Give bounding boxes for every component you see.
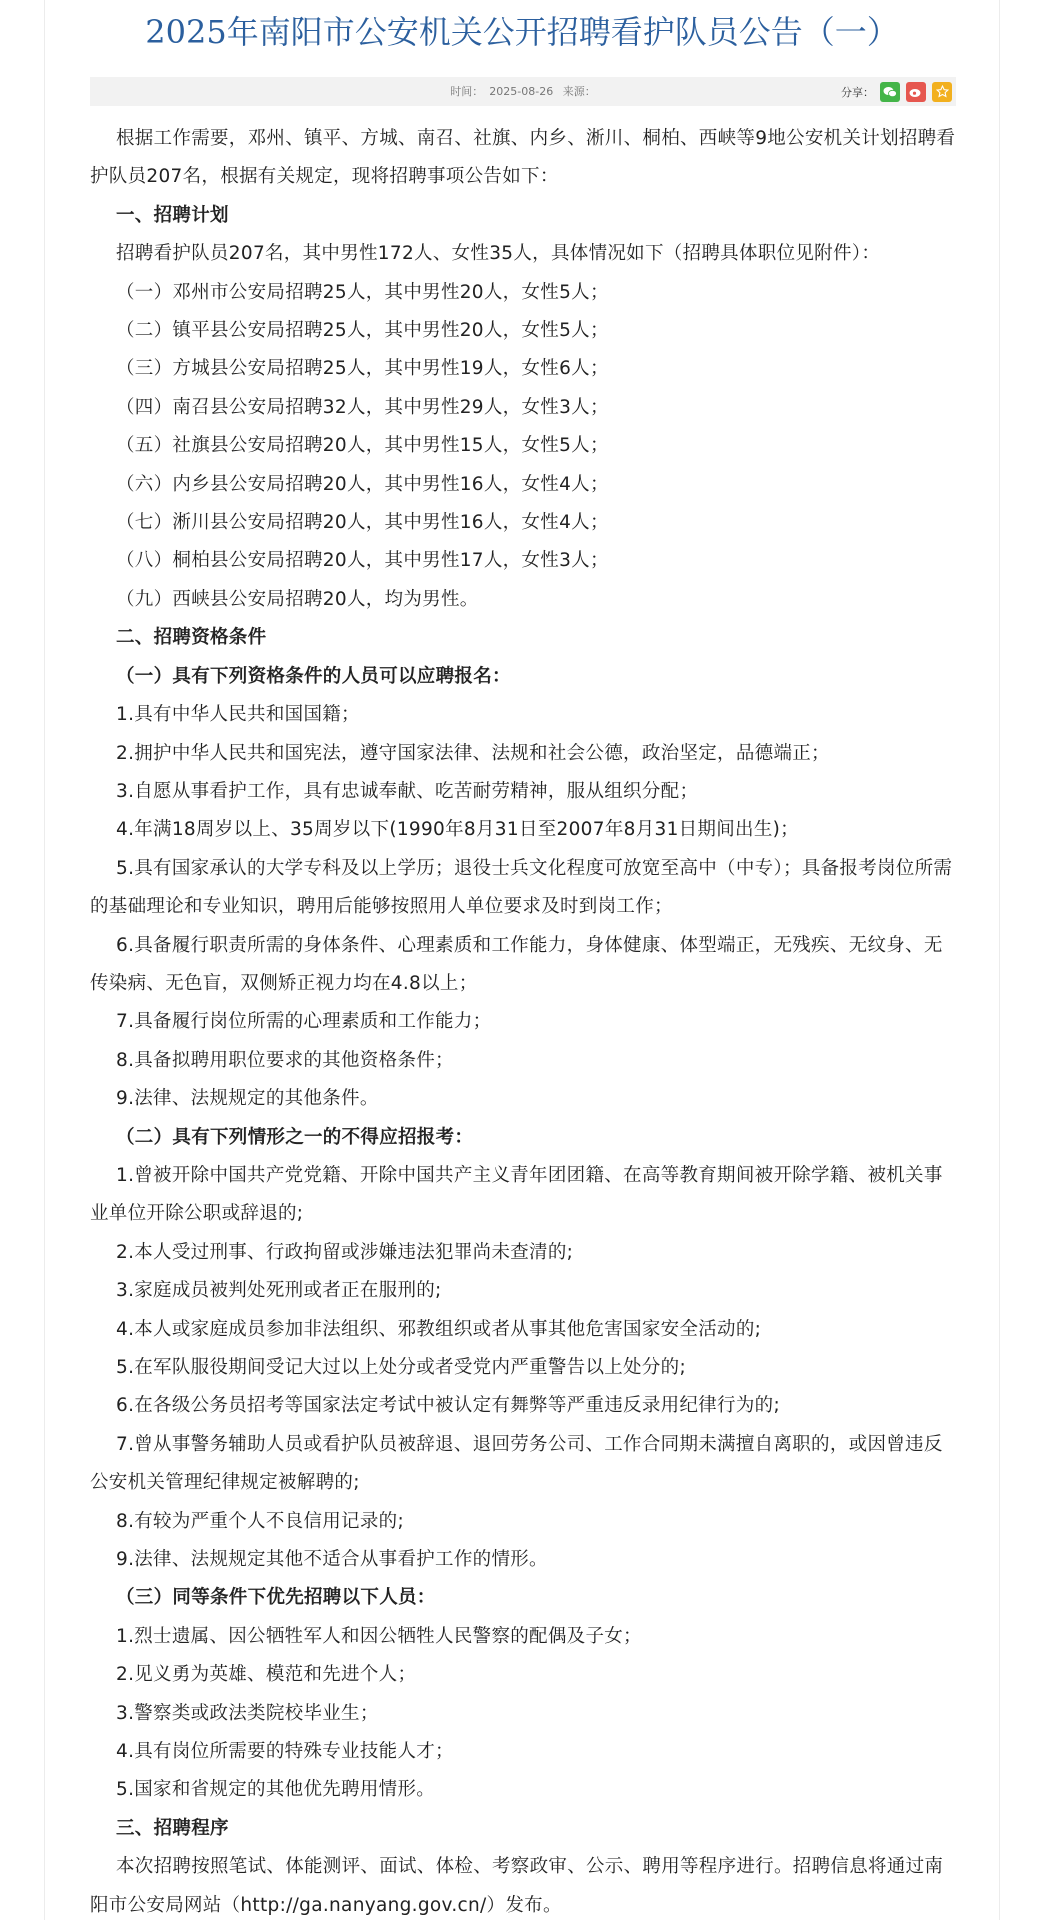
paragraph: 7.具备履行岗位所需的心理素质和工作能力； (116, 1011, 492, 1033)
share-bar (841, 77, 956, 106)
publish-date: 2025-08-26 (489, 85, 554, 98)
paragraph: 5.国家和省规定的其他优先聘用情形。 (116, 1779, 436, 1801)
paragraph: 根据工作需要，邓州、镇平、方城、南召、社旗、内乡、淅川、桐柏、西峡等9地公安机关计划招聘看护队员207名，根据有关规定，现将招聘事项公告如下： (90, 128, 956, 188)
paragraph: （六）内乡县公安局招聘20人，其中男性16人，女性4人； (116, 473, 609, 495)
favorite-icon[interactable] (932, 82, 952, 102)
paragraph: 8.具备拟聘用职位要求的其他资格条件； (116, 1049, 454, 1071)
paragraph: 6.具备履行职责所需的身体条件、心理素质和工作能力，身体健康、体型端正，无残疾、无纹身、无传染病、无色盲，双侧矫正视力均在4.8以上； (90, 934, 943, 994)
section-heading: 二、招聘资格条件 (116, 627, 267, 649)
paragraph: 3.家庭成员被判处死刑或者正在服刑的; (116, 1280, 442, 1302)
paragraph: 4.具有岗位所需要的特殊专业技能人才； (116, 1741, 454, 1763)
article-body (90, 120, 956, 1925)
page-title: 2025年南阳市公安机关公开招聘看护队员公告（一） (145, 13, 899, 51)
paragraph: 1.曾被开除中国共产党党籍、开除中国共产主义青年团团籍、在高等教育期间被开除学籍、被机关事业单位开除公职或辞退的; (90, 1164, 943, 1225)
paragraph: 5.具有国家承认的大学专科及以上学历；退役士兵文化程度可放宽至高中（中专）；具备报考岗位所需的基础理论和专业知识，聘用后能够按照用人单位要求及时到岗工作； (90, 857, 953, 918)
paragraph: 3.警察类或政法类院校毕业生； (116, 1702, 379, 1724)
paragraph: 1.烈士遗属、因公牺牲军人和因公牺牲人民警察的配偶及子女； (116, 1625, 642, 1647)
paragraph: 7.曾从事警务辅助人员或看护队员被辞退、退回劳务公司、工作合同期未满擅自离职的，或因曾违反公安机关管理纪律规定被解聘的; (90, 1433, 943, 1494)
meta-info (90, 77, 956, 106)
paragraph: （八）桐柏县公安局招聘20人，其中男性17人，女性3人； (116, 550, 609, 572)
paragraph: 8.有较为严重个人不良信用记录的; (116, 1510, 404, 1532)
paragraph: （一）邓州市公安局招聘25人，其中男性20人，女性5人； (116, 281, 609, 303)
paragraph: 6.在各级公务员招考等国家法定考试中被认定有舞弊等严重违反录用纪律行为的; (116, 1395, 780, 1417)
weibo-icon[interactable] (906, 82, 926, 102)
section-heading: 一、招聘计划 (116, 204, 229, 226)
section-heading: 三、招聘程序 (116, 1817, 229, 1839)
paragraph: 1.具有中华人民共和国国籍； (116, 704, 360, 726)
paragraph: 3.自愿从事看护工作，具有忠诚奉献、吃苦耐劳精神，服从组织分配； (116, 780, 699, 802)
section-heading: （一）具有下列资格条件的人员可以应聘报名： (116, 665, 511, 687)
section-heading: （二）具有下列情形之一的不得应招报考： (116, 1126, 474, 1148)
paragraph: 本次招聘按照笔试、体能测评、面试、体检、考察政审、公示、聘用等程序进行。招聘信息将通过南阳市公安局网站（http://ga.nanyang.gov.cn/）发布。 (90, 1856, 944, 1916)
paragraph: 2.见义勇为英雄、模范和先进个人； (116, 1664, 417, 1686)
paragraph: 9.法律、法规规定的其他条件。 (116, 1088, 379, 1110)
wechat-icon[interactable] (880, 82, 900, 102)
paragraph: （九）西峡县公安局招聘20人，均为男性。 (116, 588, 479, 610)
paragraph: 招聘看护队员207名，其中男性172人、女性35人，具体情况如下（招聘具体职位见附件）： (116, 243, 881, 265)
paragraph: （五）社旗县公安局招聘20人，其中男性15人，女性5人； (116, 435, 609, 457)
paragraph: 4.年满18周岁以上、35周岁以下(1990年8月31日至2007年8月31日期间出生)； (116, 819, 799, 841)
paragraph: 4.本人或家庭成员参加非法组织、邪教组织或者从事其他危害国家安全活动的; (116, 1318, 762, 1340)
paragraph: 2.本人受过刑事、行政拘留或涉嫌违法犯罪尚未查清的; (116, 1241, 574, 1263)
section-heading: （三）同等条件下优先招聘以下人员： (116, 1587, 436, 1609)
paragraph: （二）镇平县公安局招聘25人，其中男性20人，女性5人； (116, 320, 609, 342)
meta-bar (90, 77, 956, 106)
paragraph: （七）淅川县公安局招聘20人，其中男性16人，女性4人； (116, 512, 609, 534)
share-label: 分享： (841, 85, 874, 99)
paragraph: （四）南召县公安局招聘32人，其中男性29人，女性3人； (116, 396, 609, 418)
time-label: 时间： (450, 85, 484, 98)
paragraph: 9.法律、法规规定其他不适合从事看护工作的情形。 (116, 1549, 548, 1571)
paragraph: （三）方城县公安局招聘25人，其中男性19人，女性6人； (116, 358, 609, 380)
paragraph: 2.拥护中华人民共和国宪法，遵守国家法律、法规和社会公德，政治坚定，品德端正； (116, 742, 830, 764)
source-label: 来源： (562, 85, 596, 98)
paragraph: 5.在军队服役期间受记大过以上处分或者受党内严重警告以上处分的; (116, 1357, 686, 1378)
